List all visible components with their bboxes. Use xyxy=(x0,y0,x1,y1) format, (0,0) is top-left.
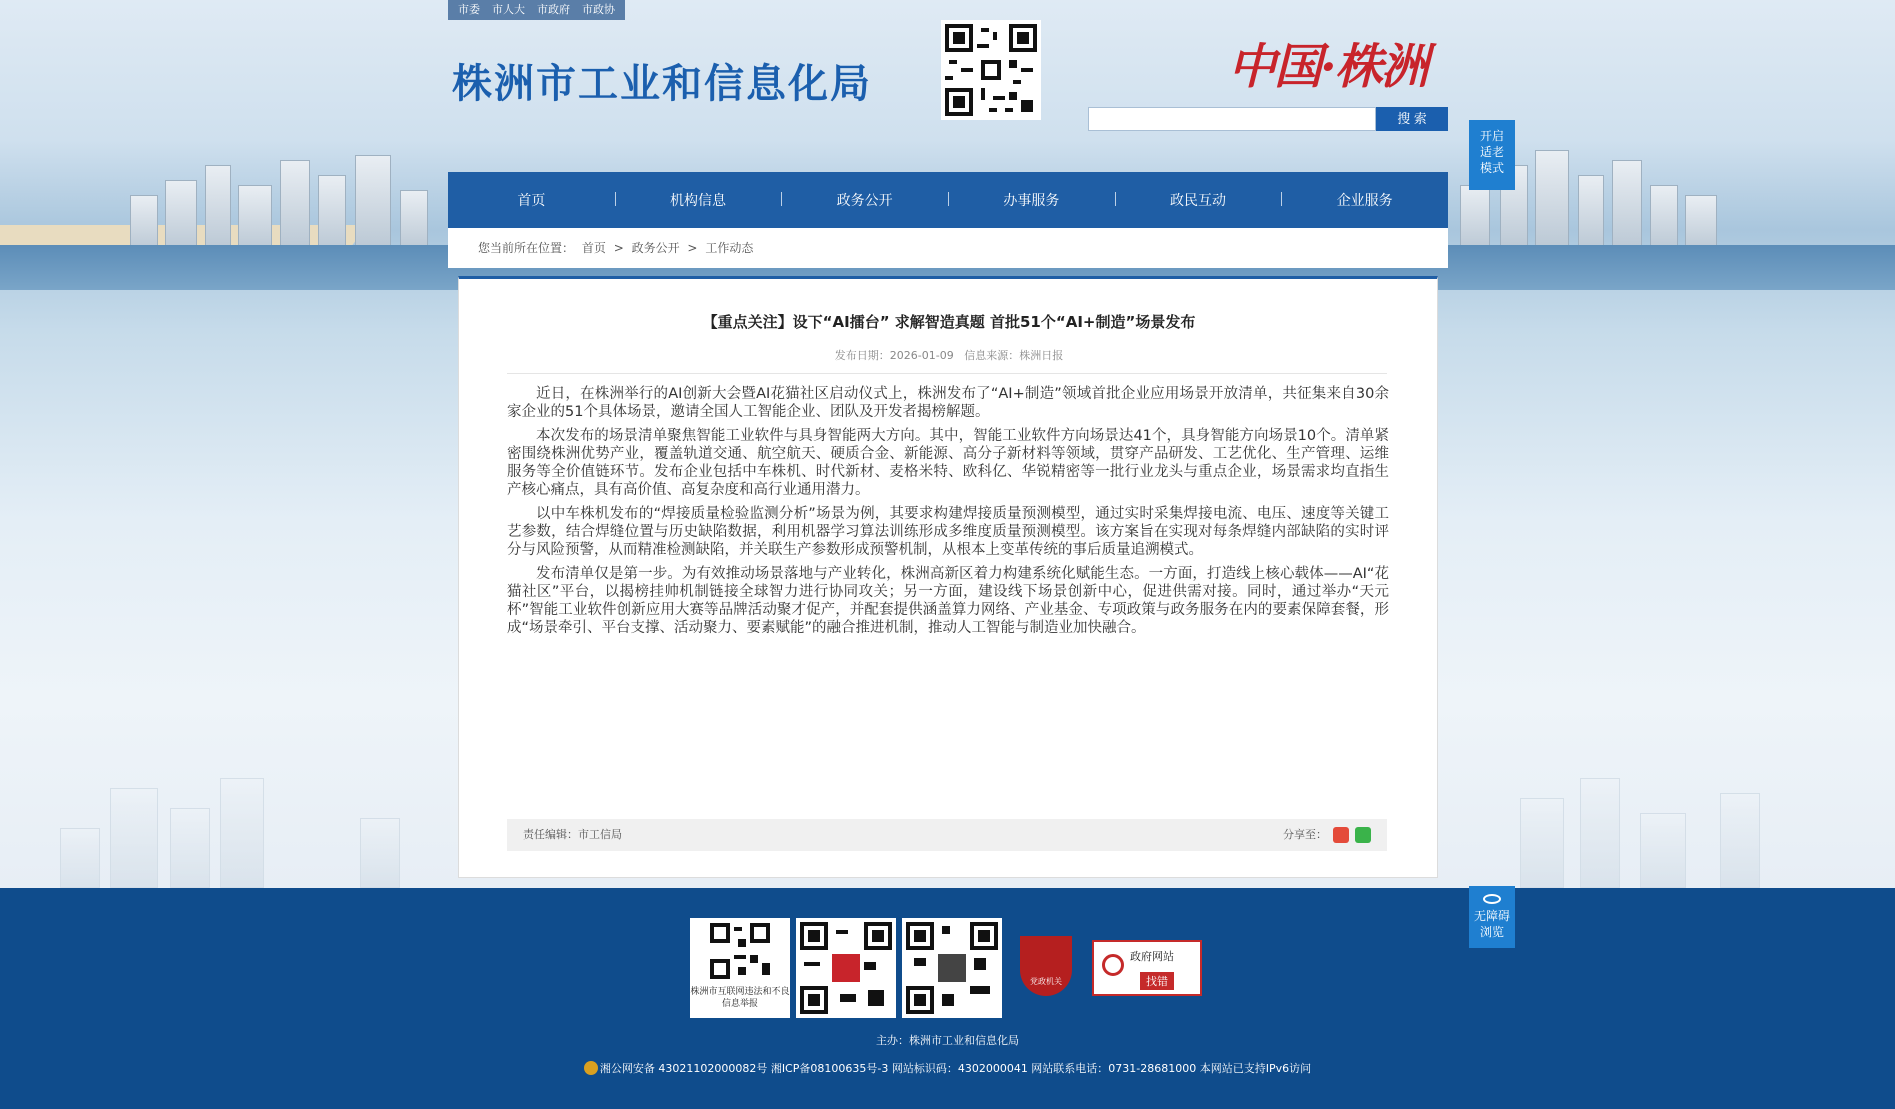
building xyxy=(205,165,231,255)
top-link-government[interactable]: 市政府 xyxy=(537,3,570,16)
breadcrumb-separator: > xyxy=(687,241,698,255)
nav-organization[interactable]: 机构信息 xyxy=(615,190,782,210)
share-label: 分享至： xyxy=(1283,828,1327,841)
gov-site-error-report[interactable] xyxy=(1092,940,1202,996)
breadcrumb-current[interactable]: 工作动态 xyxy=(705,241,754,255)
share-group xyxy=(1283,819,1371,851)
building xyxy=(1578,175,1604,255)
building xyxy=(318,175,346,255)
title-divider xyxy=(507,373,1387,374)
article-paragraph: 本次发布的场景清单聚焦智能工业软件与具身智能两大方向。其中，智能工业软件方向场景达41个，具身智能方向场景10个。清单紧密围绕株洲优势产业，覆盖轨道交通、航空航天、硬质合金、新能源、高分子新材料等领域，贯穿产品研发、工艺优化、生产管理、运维服务等全价值链环节。发布企业包括中车株机、时代新材、麦格米特、欧科亿、华锐精密等一批行业龙头与重点企业，场景需求均直指生产核心痛点，具有高价值、高复杂度和高行业通用潜力。 xyxy=(507,428,1389,498)
article-footer-bar xyxy=(507,819,1387,851)
building xyxy=(1720,793,1760,888)
report-qr-tile[interactable] xyxy=(690,918,790,1018)
footer-qr-group xyxy=(690,918,1202,1018)
wechat-share-icon[interactable] xyxy=(1355,827,1371,843)
party-gov-badge[interactable]: 党政机关 xyxy=(1020,936,1072,996)
article-title: 【重点关注】设下“AI擂台” 求解智造真题 首批51个“AI+制造”场景发布 xyxy=(702,313,1196,331)
nav-interaction[interactable]: 政民互动 xyxy=(1115,190,1282,210)
building xyxy=(1520,798,1564,888)
building xyxy=(1580,778,1620,888)
building xyxy=(60,828,100,888)
breadcrumb-separator: > xyxy=(613,241,624,255)
site-footer xyxy=(0,888,1895,1109)
top-link-cppcc[interactable]: 市政协 xyxy=(582,3,615,16)
building xyxy=(220,778,264,888)
accessible-label: 无障碍 浏览 xyxy=(1473,909,1510,939)
breadcrumb-affairs[interactable]: 政务公开 xyxy=(631,241,680,255)
nav-services[interactable]: 办事服务 xyxy=(948,190,1115,210)
editor-label: 责任编辑： xyxy=(523,828,578,841)
legal-text[interactable]: 湘公网安备 43021102000082号 湘ICP备08100635号-3 网站标识码：4302000041 网站联系电话：0731-28681000 本网站已支持IPv6访问 xyxy=(599,1062,1312,1075)
brand-calligraphy-logo: 中国·株洲 xyxy=(1228,39,1427,95)
top-link-congress[interactable]: 市人大 xyxy=(492,3,525,16)
main-nav xyxy=(448,172,1448,228)
weibo-qr-code xyxy=(902,918,1002,1018)
gov-find-action: 找错 xyxy=(1140,972,1174,990)
article-source: 株洲日报 xyxy=(1019,349,1064,362)
article-body xyxy=(507,385,1389,643)
article-meta xyxy=(459,347,1439,363)
date-label: 发布日期： xyxy=(834,349,890,362)
header-qr-code xyxy=(940,20,1042,120)
breadcrumb xyxy=(448,228,1448,268)
search-button[interactable]: 搜 索 xyxy=(1376,107,1448,131)
publish-date: 2026-01-09 xyxy=(889,349,954,362)
building xyxy=(355,155,391,255)
building xyxy=(1535,150,1569,255)
gov-find-title: 政府网站 xyxy=(1130,950,1174,963)
building xyxy=(1640,813,1686,888)
article-paragraph: 发布清单仅是第一步。为有效推动场景落地与产业转化，株洲高新区着力构建系统化赋能生态。一方面，打造线上核心载体——AI“花猫社区”平台，以揭榜挂帅机制链接全球智力进行协同攻关；另一方面，建设线下场景创新中心，促进供需对接。同时，通过举办“天元杯”智能工业软件创新应用大赛等品牌活动聚才促产，并配套提供涵盖算力网络、产业基金、专项政策与政务服务在内的要素保障套餐，形成“场景牵引、平台支撑、活动聚力、要素赋能”的融合推进机制，推动人工智能与制造业加快融合。 xyxy=(507,566,1389,636)
elder-mode-toggle[interactable]: 开启 适老 模式 xyxy=(1469,120,1515,190)
weibo-share-icon[interactable] xyxy=(1333,827,1349,843)
building xyxy=(280,160,310,255)
article-paragraph: 以中车株机发布的“焊接质量检验监测分析”场景为例，其要求构建焊接质量预测模型，通过实时采集焊接电流、电压、速度等关键工艺参数，结合焊缝位置与历史缺陷数据，利用机器学习算法训练形成多维度质量预测模型。该方案旨在实现对每条焊缝内部缺陷的实时评分与风险预警，从而精准检测缺陷，并关联生产参数形成预警机制，从根本上变革传统的事后质量追溯模式。 xyxy=(507,506,1389,558)
building xyxy=(170,808,210,888)
source-label: 信息来源： xyxy=(964,349,1020,362)
building xyxy=(1612,160,1642,255)
building xyxy=(110,788,158,888)
article-paragraph: 近日，在株洲举行的AI创新大会暨AI花猫社区启动仪式上，株洲发布了“AI+制造”领域首批企业应用场景开放清单，共征集来自30余家企业的51个具体场景，邀请全国人工智能企业、团队及开发者揭榜解题。 xyxy=(507,386,1389,420)
nav-enterprise[interactable]: 企业服务 xyxy=(1281,190,1448,210)
report-qr-code xyxy=(690,918,790,984)
breadcrumb-home[interactable]: 首页 xyxy=(581,241,606,255)
top-links-bar xyxy=(448,0,625,20)
host-info: 主办：株洲市工业和信息化局 xyxy=(876,1034,1019,1047)
article-panel xyxy=(458,276,1438,878)
legal-info xyxy=(0,1060,1895,1076)
nav-home[interactable]: 首页 xyxy=(517,193,546,209)
top-link-party-committee[interactable]: 市委 xyxy=(458,3,480,16)
breadcrumb-prefix: 您当前所在位置： xyxy=(478,241,575,255)
search-input[interactable] xyxy=(1088,107,1376,131)
site-title[interactable]: 株洲市工业和信息化局 xyxy=(452,61,872,107)
building xyxy=(165,180,197,255)
building xyxy=(360,818,400,888)
police-badge-icon xyxy=(584,1061,598,1075)
wechat-qr-code xyxy=(796,918,896,1018)
editor-name: 市工信局 xyxy=(578,828,622,841)
nav-government-affairs[interactable]: 政务公开 xyxy=(781,190,948,210)
report-caption: 株洲市互联网违法和不良信息举报 xyxy=(690,987,790,1009)
magnifier-icon xyxy=(1102,954,1124,976)
